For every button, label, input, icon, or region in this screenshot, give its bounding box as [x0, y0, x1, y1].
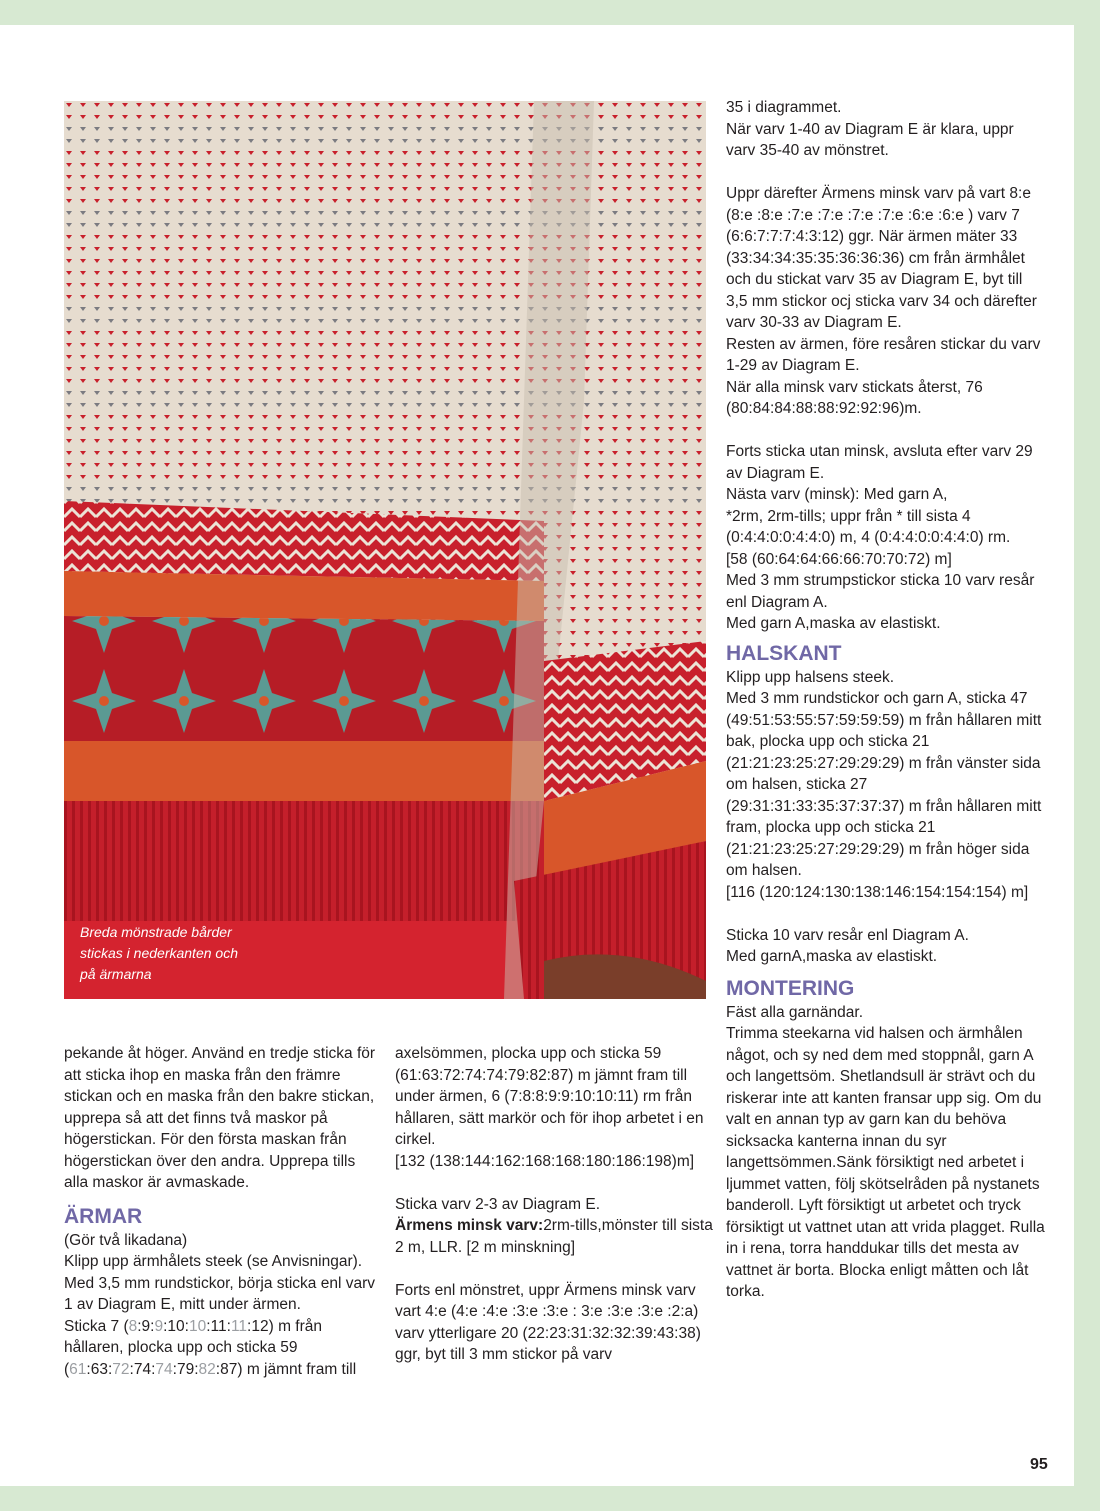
right-column: [726, 97, 1046, 1303]
paragraph: axelsömmen, plocka upp och sticka 59 (61:63:72:74:74:79:82:87) m jämnt fram till under ärmen, 6 (7:8:8:9:9:10:10:11) rm från hållaren, sätt markör och för ihop arbetet i en cirkel. [132 (138:144:162:168:168:180:186:198)m]: [395, 1045, 704, 1170]
paragraph: Forts sticka utan minsk, avsluta efter varv 29 av Diagram E. Nästa varv (minsk): Med garn A, *2rm, 2rm-tills; uppr från * till sista 4 (0:4:4:0:0:4:4:0) m, 4 (0:4:4:0:0:4:4:0) rm. [58 (60:64:64:66:66:70:70:72) m] Med 3 mm strumpstickor sticka 10 varv resår enl Diagram A. Med garn A,maska av elastiskt.: [726, 443, 1035, 632]
paragraph: pekande åt höger. Använd en tredje sticka för att sticka ihop en maska från den främre stickan och en maska från den bakre stickan, upprepa så att det finns två maskor på högerstickan. För den första maskan från högerstickan över den andra. Upprepa tills alla maskor är avmaskade.: [64, 1045, 376, 1191]
knit-pattern-illustration: [64, 101, 706, 999]
paragraph: Forts enl mönstret, uppr Ärmens minsk varv vart 4:e (4:e :4:e :3:e :3:e : 3:e :3:e :3:e :2:a) varv ytterligare 20 (22:23:31:32:32:39:43:38) ggr, byt till 3 mm stickor på varv: [395, 1281, 701, 1363]
photo-caption: Breda mönstrade bårder stickas i nederkanten och på ärmarna: [80, 924, 238, 982]
paragraph: Sticka 10 varv resår enl Diagram A. Med garnA,maska av elastiskt.: [726, 926, 969, 965]
paragraph: 35 i diagrammet. När varv 1-40 av Diagram E är klara, uppr varv 35-40 av mönstret.: [726, 99, 1014, 159]
paragraph: Sticka varv 2-3 av Diagram E. Ärmens minsk varv:2rm-tills,mönster till sista 2 m, LLR. [2 m minskning]: [395, 1195, 713, 1256]
magazine-page: [0, 25, 1074, 1486]
middle-column: [395, 1043, 713, 1366]
paragraph: (Gör två likadana) Klipp upp ärmhålets steek (se Anvisningar). Med 3,5 mm rundstickor, börja sticka enl varv 1 av Diagram E, mitt under ärmen.: [64, 1231, 375, 1313]
sticka-paragraph: Sticka 7 (8:9:9:10:10:11:11:12) m från hållaren, plocka upp och sticka 59 (61:63:72:74:74:79:82:87) m jämnt fram till: [64, 1317, 357, 1378]
paragraph: Klipp upp halsens steek. Med 3 mm rundstickor och garn A, sticka 47 (49:51:53:55:57:59:59:59) m från hållaren mitt bak, plocka upp och sticka 21 (21:21:23:25:27:29:29:29) m från vänster sida om halsen, sticka 27 (29:31:31:33:35:37:37:37) m från hållaren mitt fram, plocka upp och sticka 21 (21:21:23:25:27:29:29:29) m från höger sida om halsen. [116 (120:124:130:138:146:154:154:154) m]: [726, 668, 1042, 901]
paragraph: Fäst alla garnändar. Trimma steekarna vid halsen och ärmhålen något, och sy ned dem med stoppnål, garn A och langettsöm. Shetlandsull är strävt och du riskerar inte att kanten fransar upp sig. Om du valt en annan typ av garn kan du behöva sicksacka kanterna innan du syr langettsömmen.Sänk försiktigt ned arbetet i ljummet vatten, följ skötselråden på nystanets banderoll. Lyft försiktigt ut arbetet och tryck försiktigt ut vattnet utan att vrida plagget. Rulla in i rena, torra handdukar tills det mesta av vattnet är borta. Blocka enligt måtten och låt torka.: [726, 1003, 1045, 1300]
paragraph: Uppr därefter Ärmens minsk varv på vart 8:e (8:e :8:e :7:e :7:e :7:e :7:e :6:e :6:e ) varv 7 (6:6:7:7:7:4:3:12) ggr. När ärmen mäter 33 (33:34:34:35:35:36:36:36) cm från ärmhålet och du stickat varv 35 av Diagram E, byt till 3,5 mm stickor ocj sticka varv 34 och därefter varv 30-33 av Diagram E. Resten av ärmen, före resåren stickar du varv 1-29 av Diagram E. När alla minsk varv stickats återst, 76 (80:84:84:88:88:92:92:96)m.: [726, 185, 1041, 417]
page-number: 95: [1030, 1456, 1048, 1473]
halskant-heading: HALSKANT: [726, 641, 842, 665]
sweater-photo: [64, 101, 706, 999]
armar-heading: ÄRMAR: [64, 1204, 143, 1228]
montering-heading: MONTERING: [726, 976, 855, 1000]
left-column: [64, 1043, 382, 1380]
